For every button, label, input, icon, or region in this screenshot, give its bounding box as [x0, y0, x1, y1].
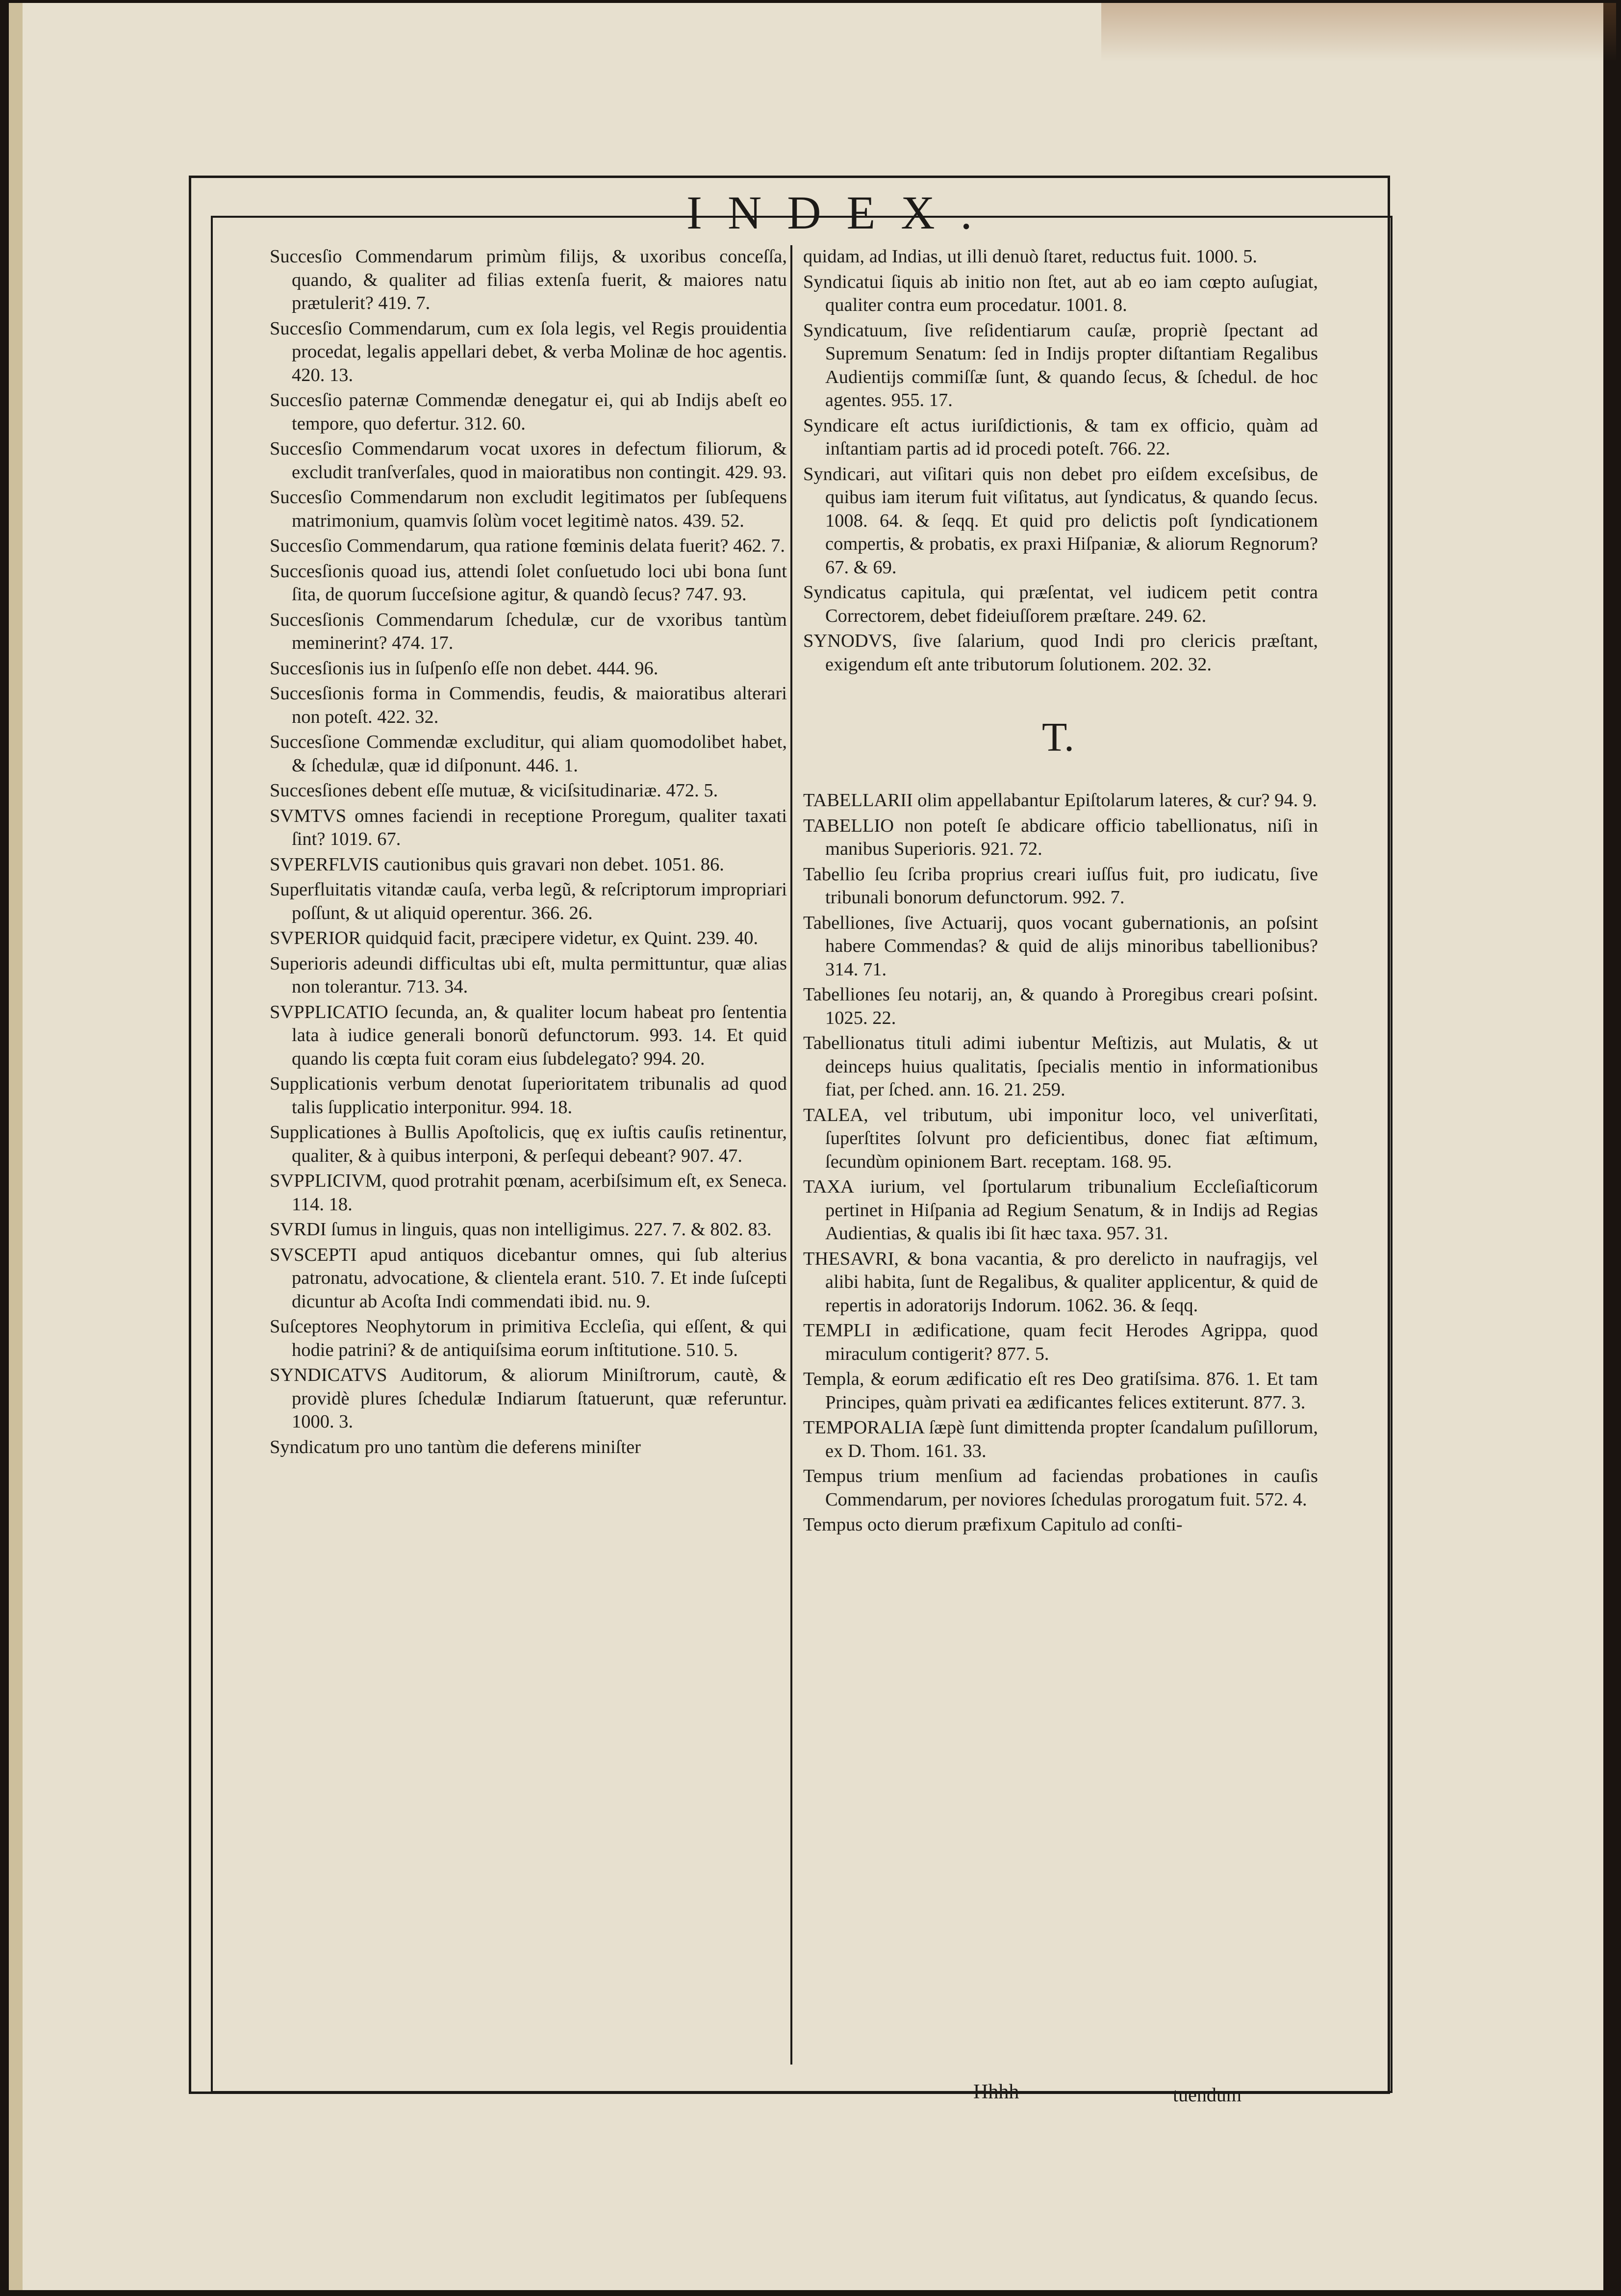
- index-entry: Syndicatum pro uno tantùm die deferens miniſter: [270, 1436, 641, 1457]
- index-entry: Tempus octo dierum præfixum Capitulo ad conſti-: [803, 1514, 1183, 1535]
- index-entry: Succesſiones debent eſſe mutuæ, & viciſsitudinariæ. 472. 5.: [270, 780, 718, 801]
- stain: [1101, 3, 1616, 62]
- index-entry: Supplicationis verbum denotat ſuperioritatem tribunalis ad quod talis ſupplicatio interponitur. 994. 18.: [270, 1073, 787, 1118]
- index-entry: TAXA iurium, vel ſportularum tribunalium Eccleſiaſticorum pertinet in Hiſpania ad Regium Senatum, & in Indijs ad Regias Audientias, & qualis ibi ſit hæc taxa. 957. 31.: [803, 1176, 1318, 1244]
- index-entry: Templa, & eorum ædificatio eſt res Deo gratiſsima. 876. 1. Et tam Principes, quàm privati ea ædificantes felices extiterunt. 877. 3.: [803, 1369, 1318, 1413]
- index-entry: Syndicare eſt actus iuriſdictionis, & tam ex officio, quàm ad inſtantiam partis ad id procedi poteſt. 766. 22.: [803, 415, 1318, 459]
- index-entry: TABELLIO non poteſt ſe abdicare officio tabellionatus, niſi in manibus Superioris. 921. 72.: [803, 815, 1318, 859]
- index-entry: TEMPLI in ædificatione, quam fecit Herodes Agrippa, quod miraculum contigerit? 877. 5.: [803, 1320, 1318, 1364]
- index-entry: Syndicatuum, ſive reſidentiarum cauſæ, propriè ſpectant ad Supremum Senatum: ſed in Indijs propter diſtantiam Regalibus Audientijs commiſſæ ſunt, & quando ſecus, & ſchedul. de hoc agentes. 955. 17.: [803, 320, 1318, 410]
- index-entry: Superfluitatis vitandæ cauſa, verba legũ, & reſcriptorum impropriari poſſunt, & ut aliquid operentur. 366. 26.: [270, 879, 787, 923]
- index-entry: Succesſionis ius in ſuſpenſo eſſe non debet. 444. 96.: [270, 658, 659, 679]
- index-entry: Syndicatus capitula, qui præſentat, vel iudicem petit contra Correctorem, debet fideiuſſorem præſtare. 249. 62.: [803, 582, 1318, 626]
- index-entry: SVPERFLVIS cautionibus quis gravari non debet. 1051. 86.: [270, 854, 724, 875]
- index-entry: Succesſionis Commendarum ſchedulæ, cur de vxoribus tantùm meminerint? 474. 17.: [270, 609, 787, 653]
- index-entry: Supplicationes à Bullis Apoſtolicis, quę ex iuſtis cauſis retinentur, qualiter, & à quibus interponi, & perſequi debeant? 907. 47.: [270, 1122, 787, 1166]
- index-entry: THESAVRI, & bona vacantia, & pro derelicto in naufragijs, vel alibi habita, ſunt de Regalibus, & qualiter applicentur, & quid de repertis in adoratorijs Indorum. 1062. 36. & ſeqq.: [803, 1248, 1318, 1316]
- index-entry: Succesſio paternæ Commendæ denegatur ei, qui ab Indijs abeſt eo tempore, quo defertur. 312. 60.: [270, 390, 787, 434]
- index-entry: TALEA, vel tributum, ubi imponitur loco, vel univerſitati, ſuperſtites ſolvunt pro deficientibus, donec fiat æſtimum, ſecundùm opinionem Bart. receptam. 168. 95.: [803, 1104, 1318, 1172]
- index-entry: Succesſio Commendarum, qua ratione fœminis delata fuerit? 462. 7.: [270, 536, 785, 556]
- index-entry: Succesſionis quoad ius, attendi ſolet conſuetudo loci ubi bona ſunt ſita, de quorum ſucceſsione agitur, & quandò ſecus? 747. 93.: [270, 561, 787, 605]
- index-entry: Succesſione Commendæ excluditur, qui aliam quomodolibet habet, & ſchedulæ, quæ id diſponunt. 446. 1.: [270, 732, 787, 776]
- index-entry: Tempus trium menſium ad faciendas probationes in cauſis Commendarum, per noviores ſchedulas prorogatum fuit. 572. 4.: [803, 1466, 1318, 1510]
- index-entry: SVSCEPTI apud antiquos dicebantur omnes, qui ſub alterius patronatu, advocatione, & clientela erant. 510. 7. Et inde ſuſcepti dicuntur ab Acoſta Indi commendati ibid. nu. 9.: [270, 1244, 787, 1312]
- index-entry: SVMTVS omnes faciendi in receptione Proregum, qualiter taxati ſint? 1019. 67.: [270, 805, 787, 849]
- index-entry: Succesſio Commendarum non excludit legitimatos per ſubſequens matrimonium, quamvis ſolùm vocet legitimè natos. 439. 52.: [270, 487, 787, 531]
- signature-mark: Hhhh: [973, 2081, 1019, 2103]
- index-entry: Succesſio Commendarum primùm filijs, & uxoribus conceſſa, quando, & qualiter ad filias extenſa fuerit, & maiores natu prætulerit? 419. 7.: [270, 246, 787, 313]
- index-entry: SVPPLICIVM, quod protrahit pœnam, acerbiſsimum eſt, ex Seneca. 114. 18.: [270, 1171, 787, 1215]
- index-entry: Tabellionatus tituli adimi iubentur Meſtizis, aut Mulatis, & ut deinceps huius qualitatis, ſpecialis mentio in informationibus fiat, per ſched. ann. 16. 21. 259.: [803, 1033, 1318, 1100]
- index-entry: Succesſio Commendarum vocat uxores in defectum filiorum, & excludit tranſverſales, quod in maioratibus non contingit. 429. 93.: [270, 438, 787, 483]
- index-entry: Succesſionis forma in Commendis, feudis, & maioratibus alterari non poteſt. 422. 32.: [270, 683, 787, 727]
- page-title: INDEX.: [686, 186, 998, 239]
- index-entry: Tabelliones ſeu notarij, an, & quando à Proregibus creari poſsint. 1025. 22.: [803, 984, 1318, 1028]
- index-entry: SVPERIOR quidquid facit, præcipere videtur, ex Quint. 239. 40.: [270, 928, 759, 948]
- index-entry: TABELLARII olim appellabantur Epiſtolarum lateres, & cur? 94. 9.: [803, 790, 1317, 811]
- index-entry: SYNODVS, ſive ſalarium, quod Indi pro clericis præſtant, exigendum eſt ante tributorum ſolutionem. 202. 32.: [803, 631, 1318, 675]
- index-entry: quidam, ad Indias, ut illi denuò ſtaret, reductus fuit. 1000. 5.: [803, 246, 1257, 267]
- index-entry: Superioris adeundi difficultas ubi eſt, multa permittuntur, quæ alias non tolerantur. 713. 34.: [270, 953, 787, 997]
- catchword: tuendum: [1173, 2084, 1241, 2106]
- index-entry: TEMPORALIA ſæpè ſunt dimittenda propter ſcandalum puſillorum, ex D. Thom. 161. 33.: [803, 1417, 1318, 1461]
- index-entry: Syndicatui ſiquis ab initio non ſtet, aut ab eo iam cœpto auſugiat, qualiter contra eum procedatur. 1001. 8.: [803, 271, 1318, 315]
- index-entry: SVPPLICATIO ſecunda, an, & qualiter locum habeat pro ſententia lata à iudice generali bonorũ defunctorum. 993. 14. Et quid quando lis cœpta fuit coram eius ſubdelegato? 994. 20.: [270, 1001, 787, 1069]
- right-column: [798, 245, 1318, 1539]
- index-entry: Succesſio Commendarum, cum ex ſola legis, vel Regis prouidentia procedat, legalis appellari debet, & verba Molinæ de hoc agentis. 420. 13.: [270, 318, 787, 385]
- index-entry: Syndicari, aut viſitari quis non debet pro eiſdem exceſsibus, de quibus iam iterum fuit viſitatus, aut ſyndicatus, & quando ſecus. 1008. 64. & ſeqq. Et quid pro delictis poſt ſyndicationem compertis, & probatis, ex praxi Hiſpaniæ, & aliorum Regnorum? 67. & 69.: [803, 463, 1318, 578]
- left-column: [265, 245, 787, 1461]
- index-entry: Tabellio ſeu ſcriba proprius creari iuſſus fuit, pro iudicatu, ſive tribunali bonorum defunctorum. 992. 7.: [803, 864, 1318, 908]
- letter-heading: T.: [1041, 714, 1075, 760]
- index-entry: Tabelliones, ſive Actuarij, quos vocant gubernationis, an poſsint habere Commendas? & quid de alijs minoribus tabellionibus? 314. 71.: [803, 912, 1318, 980]
- index-entry: Suſceptores Neophytorum in primitiva Eccleſia, qui eſſent, & qui hodie patrini? & de antiquiſsima eorum inſtitutione. 510. 5.: [270, 1316, 787, 1360]
- index-entry: SYNDICATVS Auditorum, & aliorum Miniſtrorum, cautè, & providè plures ſchedulæ Indiarum ſtatuerunt, quæ referuntur. 1000. 3.: [270, 1365, 787, 1432]
- index-entry: SVRDI ſumus in linguis, quas non intelligimus. 227. 7. & 802. 83.: [270, 1219, 772, 1240]
- column-divider: [790, 245, 792, 2065]
